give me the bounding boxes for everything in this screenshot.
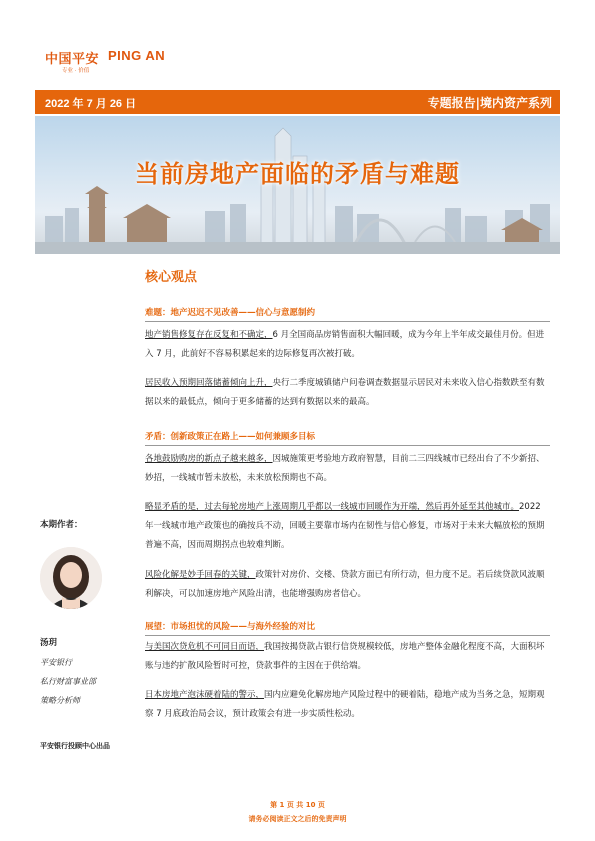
logo-cn: 中国平安 [45,52,100,67]
paragraph-lead: 日本房地产泡沫硬着陆的警示， [145,690,265,700]
disclaimer-link[interactable]: 请务必阅读正文之后的免责声明 [248,815,347,823]
section-divider [145,445,550,446]
banner-image [35,116,560,254]
page-number: 第 1 页 共 10 页 [270,801,325,809]
paragraph [145,450,550,488]
paragraph-text: 我国按揭贷款占银行信贷规模较低，房地产整体金融化程度不高，大面积坏账与违约扩散风险暂时可控，贷款事件的主因在于供给端。 [145,642,545,671]
author-portrait-icon [40,547,102,609]
paragraph [145,498,550,555]
report-series: 专题报告|境内资产系列 [427,96,552,110]
logo-slogan: 专业 · 价值 [62,68,90,74]
produced-by: 平安银行投顾中心出品 [40,742,110,750]
paragraph [145,686,550,724]
paragraph-lead: 各地鼓励购房的新点子越来越多， [145,454,273,464]
paragraph [145,374,550,412]
logo-en: PING AN [108,48,166,63]
paragraph-lead: 略显矛盾的是，过去每轮房地产上涨周期几乎都以一线城市回暖作为开端，然后再外延至其他城市。 [145,502,520,512]
paragraph-text: 因城施策更考验地方政府智慧，目前二三四线城市已经出台了不少新招、妙招，一线城市暂未放松，未来放松预期也不高。 [145,454,545,483]
paragraph-lead: 与美国次贷危机不可同日而语， [145,642,265,652]
paragraph-lead: 居民收入预期回落储蓄倾向上升， [145,378,273,388]
paragraph-lead: 地产销售修复存在反复和不确定， [145,330,273,340]
paragraph [145,326,550,364]
paragraph [145,566,550,604]
paragraph [145,638,550,676]
paragraph-text: 6 月全国商品房销售面积大幅回暖，成为今年上半年成交最佳月份。但进入 7 月，此前好不容易积累起来的边际修复再次被打破。 [145,330,545,359]
section-divider [145,635,550,636]
report-title: 当前房地产面临的矛盾与难题 [135,160,460,188]
author-org-line: 策略分析师 [40,696,80,705]
paragraph-text: 央行二季度城镇储户问卷调查数据显示居民对未来收入信心指数跌至有数据以来的最低点，倾向于更多储蓄的达到有数据以来的最高。 [145,378,545,407]
author-name: 汤玥 [40,638,58,648]
paragraph-lead: 风险化解是妙手回春的关键， [145,570,256,580]
section-divider [145,321,550,322]
report-date: 2022 年 7 月 26 日 [45,98,137,110]
author-heading: 本期作者： [40,520,83,530]
section-heading: 难题：地产迟迟不见改善——信心与意愿制约 [145,308,316,318]
author-org-line: 平安银行 [40,658,72,667]
header-bar [35,90,560,114]
paragraph-text: 国内应避免化解房地产风险过程中的硬着陆，稳地产成为当务之急，短期观察 7 月底政治局会议，预计政策会有进一步实质性松动。 [145,690,545,719]
paragraph-text: 2022 年一线城市地产政策也的确按兵不动，回暖主要靠市场内在韧性与信心修复，市场对于未来大幅放松的预期普遍不高，因而周期拐点也较难判断。 [145,502,545,550]
section-heading: 矛盾：创新政策正在路上——如何兼顾多目标 [145,432,316,442]
section-heading: 展望：市场担忧的风险——与海外经验的对比 [145,622,316,632]
author-org-line: 私行财富事业部 [40,677,96,686]
core-viewpoint-heading: 核心观点 [145,270,198,285]
paragraph-text: 政策针对房价、交楼、贷款方面已有所行动，但力度不足。若后续贷款风波顺利解决，可以加速房地产风险出清，也能增强购房者信心。 [145,570,545,599]
avatar [40,547,102,609]
